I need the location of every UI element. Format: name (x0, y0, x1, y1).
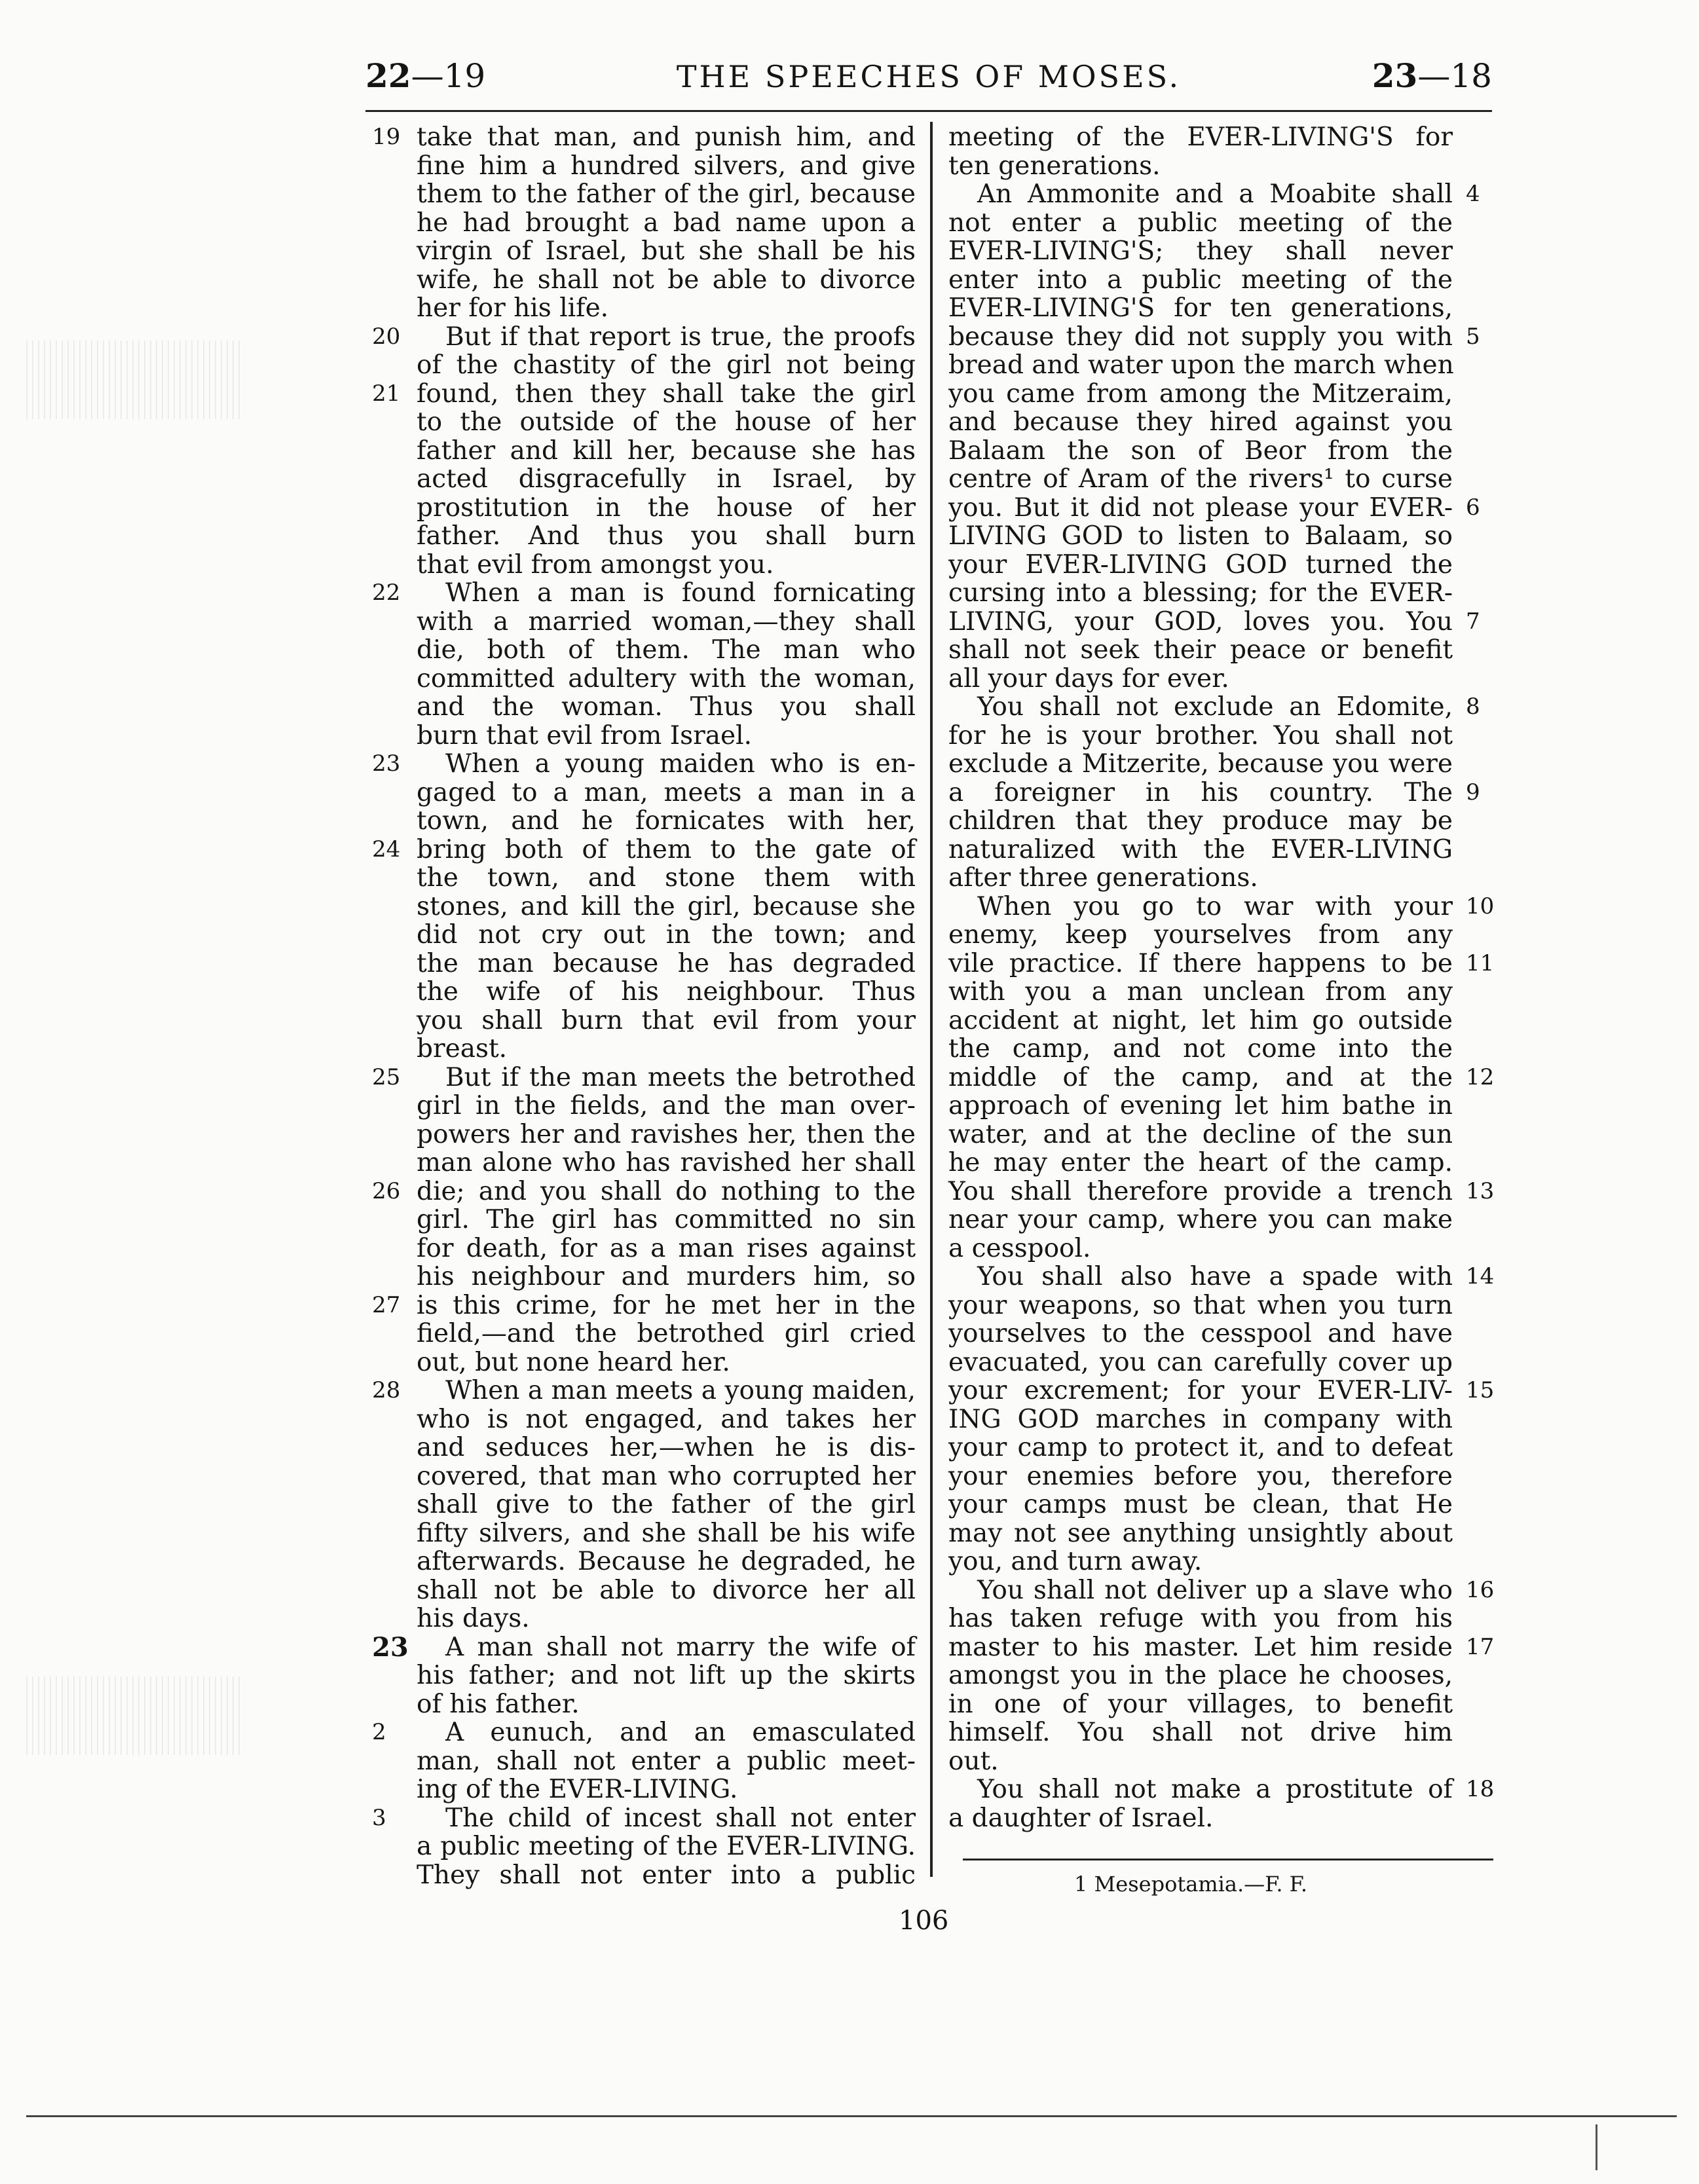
line-text: LIVING GOD to listen to Balaam, so (948, 521, 1453, 551)
line-text: bread and water upon the march when (948, 350, 1454, 380)
text-line (372, 522, 916, 551)
line-text: An Ammonite and a Moabite shall (977, 179, 1453, 209)
line-text: did not cry out in the town; and (417, 920, 916, 950)
line-text: not enter a public meeting of the (948, 208, 1453, 238)
line-text: naturalized with the EVER-LIVING (948, 834, 1453, 864)
text-line (948, 779, 1492, 807)
text-line (948, 123, 1492, 152)
text-line (948, 1775, 1495, 1804)
column-divider (930, 122, 933, 1877)
text-line (948, 948, 1495, 978)
verse-number: 4 (1466, 181, 1480, 207)
line-text: A eunuch, and an emasculated (445, 1718, 916, 1747)
line-text: yourselves to the cesspool and have (948, 1319, 1453, 1348)
line-text: acted disgracefully in Israel, by (417, 464, 916, 494)
verse-number: 5 (1466, 323, 1480, 350)
text-line (948, 1206, 1492, 1234)
text-line (372, 864, 916, 893)
text-line (948, 807, 1492, 836)
line-text: his neighbour and murders him, so (417, 1262, 916, 1291)
text-line (372, 437, 916, 466)
text-line (948, 1575, 1495, 1605)
line-text: your excrement; for your EVER-LIV- (948, 1376, 1453, 1405)
line-text: of his father. (417, 1689, 580, 1719)
running-head-right (1372, 56, 1492, 95)
line-text: exclude a Mitzerite, because you were (948, 749, 1453, 779)
text-line (372, 1177, 916, 1206)
text-line (372, 608, 916, 637)
text-line (372, 1804, 916, 1833)
running-head-left (365, 56, 485, 95)
text-line (372, 494, 916, 523)
text-line (372, 1263, 916, 1291)
line-text: father. And thus you shall burn (417, 521, 916, 551)
text-line (948, 294, 1492, 323)
verse-number: 21 (372, 380, 401, 407)
line-text: shall not be able to divorce her all (417, 1575, 916, 1605)
line-text: vile practice. If there happens to be (948, 948, 1453, 978)
text-line (948, 1747, 1492, 1776)
text-line (372, 1377, 916, 1405)
text-line (948, 608, 1492, 637)
line-text: the town, and stone them with (417, 863, 916, 893)
verse-number: 12 (1466, 1064, 1495, 1090)
text-line (372, 1490, 916, 1519)
line-text: You shall not make a prostitute of (977, 1775, 1453, 1804)
text-line (372, 1092, 916, 1120)
text-line (948, 1547, 1492, 1576)
verse-number: 6 (1466, 494, 1480, 521)
line-text: man, shall not enter a public meet- (417, 1746, 916, 1776)
line-text: But if the man meets the betrothed (445, 1062, 916, 1092)
line-text: You shall not deliver up a slave who (977, 1575, 1453, 1605)
line-text: the wife of his neighbour. Thus (417, 977, 916, 1007)
running-head-title: THE SPEECHES OF MOSES. (676, 59, 1182, 94)
left-chapter-number: 22 (365, 56, 411, 95)
text-line (948, 209, 1492, 238)
line-text: for he is your brother. You shall not (948, 720, 1453, 750)
text-line (372, 1604, 916, 1633)
running-head (365, 56, 1492, 102)
line-text: enter into a public meeting of the (948, 265, 1453, 295)
line-text: bring both of them to the gate of (417, 834, 916, 864)
line-text: water, and at the decline of the sun (948, 1119, 1453, 1149)
text-line (948, 1604, 1492, 1633)
text-line (948, 437, 1492, 466)
text-line (948, 1262, 1495, 1291)
verse-number: 15 (1466, 1377, 1495, 1403)
text-line (372, 779, 916, 807)
line-text: to the outside of the house of her (417, 407, 916, 437)
line-text: die; and you shall do nothing to the (417, 1176, 916, 1206)
verse-number: 23 (372, 750, 401, 777)
line-text: enemy, keep yourselves from any (948, 920, 1453, 950)
text-line (948, 750, 1492, 779)
text-line (948, 1661, 1492, 1690)
text-line (372, 1064, 916, 1092)
line-text: Balaam the son of Beor from the (948, 435, 1453, 466)
line-text: approach of evening let him bathe in (948, 1091, 1453, 1120)
text-line (372, 665, 916, 694)
line-text: fine him a hundred silvers, and give (417, 151, 916, 181)
line-text: your camps must be clean, that He (948, 1490, 1453, 1519)
line-text: himself. You shall not drive him (948, 1718, 1453, 1747)
verse-number: 22 (372, 580, 401, 606)
line-text: middle of the camp, and at the (948, 1062, 1453, 1092)
line-text: When a young maiden who is en- (445, 749, 916, 779)
text-line (948, 1718, 1492, 1747)
text-line (372, 750, 916, 779)
line-text: a public meeting of the EVER-LIVING. (417, 1832, 916, 1861)
text-line (372, 323, 916, 352)
line-text: who is not engaged, and takes her (417, 1404, 916, 1434)
text-line (372, 351, 916, 380)
text-line (372, 209, 916, 238)
text-line (948, 1176, 1495, 1206)
line-text: The child of incest shall not enter (445, 1803, 916, 1833)
text-line (948, 1092, 1492, 1120)
verse-number: 25 (372, 1064, 401, 1090)
footnote-rule (963, 1859, 1493, 1860)
text-line (948, 1348, 1492, 1377)
text-line (948, 1062, 1495, 1092)
line-text: You shall therefore provide a trench (948, 1176, 1453, 1206)
text-line (372, 1747, 916, 1776)
text-line (948, 1632, 1495, 1662)
text-line (372, 1519, 916, 1548)
right-verse-number: —18 (1417, 57, 1492, 95)
text-line (948, 1234, 1492, 1263)
line-text: ten generations. (948, 151, 1161, 181)
line-text: may not see anything unsightly about (948, 1518, 1453, 1548)
text-line (948, 665, 1492, 694)
text-line (372, 636, 916, 665)
line-text: die, both of them. The man who (417, 635, 916, 665)
line-text: shall give to the father of the girl (417, 1490, 916, 1519)
text-line (948, 836, 1492, 864)
line-text: you came from among the Mitzeraim, (948, 379, 1453, 409)
text-line (372, 123, 916, 152)
header-rule (365, 110, 1492, 112)
verse-number: 17 (1466, 1633, 1495, 1660)
text-line (372, 1690, 916, 1719)
line-text: the man because he has degraded (417, 948, 916, 978)
text-line (948, 180, 1492, 209)
text-line (372, 807, 916, 836)
text-line (948, 921, 1492, 950)
line-text: you shall burn that evil from your (417, 1005, 916, 1035)
line-text: afterwards. Because he degraded, he (417, 1547, 916, 1576)
line-text: and the woman. Thus you shall (417, 692, 916, 722)
text-line (948, 551, 1492, 580)
line-text: them to the father of the girl, because (417, 179, 916, 209)
line-text: covered, that man who corrupted her (417, 1461, 916, 1491)
line-text: your camp to protect it, and to defeat (948, 1433, 1453, 1462)
text-line (372, 693, 916, 722)
text-line (372, 1234, 916, 1263)
text-line (948, 1434, 1492, 1462)
line-text: because they did not supply you with (948, 322, 1453, 352)
line-text: your enemies before you, therefore (948, 1461, 1453, 1491)
text-line (372, 152, 916, 181)
verse-number: 2 (372, 1719, 386, 1745)
line-text: master to his master. Let him reside (948, 1632, 1453, 1662)
text-line (372, 1149, 916, 1177)
text-line (372, 1320, 916, 1348)
text-line (948, 323, 1492, 352)
text-line (372, 1718, 916, 1747)
line-text: a foreigner in his country. The (948, 777, 1453, 807)
text-line (372, 294, 916, 323)
line-text: with a married woman,—they shall (417, 606, 916, 637)
verse-number: 14 (1466, 1263, 1495, 1289)
scan-speckle (26, 1676, 242, 1755)
line-text: powers her and ravishes her, then the (417, 1119, 916, 1149)
text-line (372, 408, 916, 437)
line-text: children that they produce may be (948, 806, 1453, 836)
verse-number: 18 (1466, 1776, 1495, 1802)
scan-speckle (26, 341, 242, 419)
text-line (948, 237, 1492, 266)
line-text: evacuated, you can carefully cover up (948, 1347, 1453, 1377)
text-line (948, 693, 1492, 722)
text-line (948, 152, 1492, 181)
line-text: all your days for ever. (948, 663, 1229, 694)
text-line (948, 494, 1492, 523)
footnote: 1 Mesepotamia.—F. F. (1074, 1872, 1308, 1897)
text-line (372, 1775, 916, 1804)
verse-number: 28 (372, 1377, 401, 1403)
line-text: They shall not enter into a public (417, 1860, 916, 1890)
line-text: your weapons, so that when you turn (948, 1290, 1453, 1320)
line-text: EVER-LIVING'S; they shall never (948, 236, 1453, 266)
text-line (948, 1149, 1492, 1177)
verse-number: 7 (1466, 608, 1480, 635)
line-text: burn that evil from Israel. (417, 720, 753, 750)
line-text: he may enter the heart of the camp. (948, 1148, 1453, 1177)
line-text: man alone who has ravished her shall (417, 1148, 916, 1177)
right-chapter-number: 23 (1372, 56, 1418, 95)
verse-number: 16 (1466, 1576, 1495, 1603)
text-line (372, 237, 916, 266)
line-text: for death, for as a man rises against (417, 1233, 916, 1263)
line-text: breast. (417, 1034, 508, 1064)
text-line (372, 836, 916, 864)
text-line (948, 1291, 1492, 1320)
text-line (948, 1376, 1495, 1405)
text-line (372, 551, 916, 580)
text-line (372, 1832, 916, 1861)
text-line (948, 636, 1492, 665)
text-line (372, 1348, 916, 1377)
line-text: out. (948, 1746, 999, 1776)
line-text: wife, he shall not be able to divorce (417, 265, 916, 295)
line-text: and because they hired against you (948, 407, 1453, 437)
text-line (372, 1291, 916, 1320)
text-line (372, 1861, 916, 1890)
verse-number: 19 (372, 124, 401, 150)
line-text: you, and turn away. (948, 1547, 1203, 1576)
verse-number: 20 (372, 323, 401, 350)
verse-number: 26 (372, 1177, 401, 1204)
line-text: girl. The girl has committed no sin (417, 1205, 916, 1234)
line-text: But if that report is true, the proofs (445, 322, 916, 352)
text-line (372, 1007, 916, 1035)
verse-number: 13 (1466, 1177, 1495, 1204)
text-line (372, 1434, 916, 1462)
text-line (372, 893, 916, 921)
left-verse-number: —19 (411, 57, 486, 95)
line-text: his father; and not lift up the skirts (417, 1661, 916, 1690)
scan-bottom-rule (26, 2115, 1677, 2117)
line-text: When you go to war with your (977, 891, 1453, 921)
line-text: that evil from amongst you. (417, 549, 774, 580)
line-text: is this crime, for he met her in the (417, 1290, 916, 1320)
text-line (372, 978, 916, 1007)
line-text: You shall also have a spade with (977, 1262, 1453, 1291)
line-text: girl in the fields, and the man over- (417, 1091, 916, 1120)
line-text: he had brought a bad name upon a (417, 208, 916, 238)
text-line (372, 921, 916, 950)
line-text: fifty silvers, and she shall be his wife (417, 1518, 916, 1548)
line-text: your EVER-LIVING GOD turned the (948, 549, 1453, 580)
text-line (948, 1490, 1492, 1519)
text-line (948, 1804, 1492, 1833)
line-text: with you a man unclean from any (948, 977, 1453, 1007)
text-line (372, 1633, 916, 1662)
text-line (948, 1120, 1492, 1149)
line-text: you. But it did not please your EVER- (948, 492, 1453, 523)
line-text: found, then they shall take the girl (417, 379, 916, 409)
line-text: amongst you in the place he chooses, (948, 1661, 1453, 1690)
line-text: EVER-LIVING'S for ten generations, (948, 293, 1453, 323)
line-text: stones, and kill the girl, because she (417, 891, 916, 921)
line-text: A man shall not marry the wife of (445, 1632, 916, 1662)
line-text: meeting of the EVER-LIVING'S for (948, 122, 1453, 152)
line-text: take that man, and punish him, and (417, 122, 916, 152)
line-text: and seduces her,—when he is dis- (417, 1433, 916, 1462)
text-line (948, 1007, 1492, 1035)
text-line (948, 522, 1492, 551)
line-text: When a man meets a young maiden, (445, 1376, 916, 1405)
line-text: centre of Aram of the rivers¹ to curse (948, 464, 1453, 494)
chapter-number: 23 (372, 1631, 409, 1663)
text-line (372, 1206, 916, 1234)
verse-number: 24 (372, 836, 401, 862)
left-text-column (372, 123, 916, 1889)
text-line (372, 1405, 916, 1434)
line-text: field,—and the betrothed girl cried (417, 1319, 916, 1348)
verse-number: 11 (1466, 950, 1495, 976)
line-text: ING GOD marches in company with (948, 1404, 1453, 1434)
text-line (948, 722, 1492, 750)
line-text: a cesspool. (948, 1233, 1091, 1263)
line-text: of the chastity of the girl not being (417, 350, 916, 380)
text-line (948, 351, 1492, 380)
verse-number: 10 (1466, 893, 1495, 919)
line-text: the camp, and not come into the (948, 1034, 1453, 1064)
text-line (948, 978, 1492, 1007)
verse-number: 8 (1466, 694, 1480, 720)
line-text: out, but none heard her. (417, 1347, 730, 1377)
text-line (372, 465, 916, 494)
text-line (372, 1661, 916, 1690)
line-text: his days. (417, 1604, 530, 1633)
line-text: You shall not exclude an Edomite, (977, 692, 1453, 722)
text-line (372, 579, 916, 608)
text-line (372, 1547, 916, 1576)
line-text: father and kill her, because she has (417, 435, 916, 466)
text-line (372, 1576, 916, 1605)
right-text-column (948, 122, 1495, 1833)
text-line (948, 1035, 1492, 1064)
line-text: committed adultery with the woman, (417, 663, 916, 694)
text-line (948, 579, 1492, 608)
text-line (372, 380, 916, 409)
text-line (948, 891, 1495, 921)
text-line (948, 380, 1492, 409)
text-line (372, 722, 916, 750)
text-line (948, 266, 1492, 295)
text-line (372, 180, 916, 209)
line-text: her for his life. (417, 293, 609, 323)
text-line (372, 266, 916, 295)
line-text: accident at night, let him go outside (948, 1005, 1453, 1035)
line-text: near your camp, where you can make (948, 1205, 1453, 1234)
verse-number: 3 (372, 1804, 386, 1831)
text-line (372, 1120, 916, 1149)
line-text: has taken refuge with you from his (948, 1604, 1453, 1633)
line-text: LIVING, your GOD, loves you. You (948, 606, 1453, 637)
text-line (372, 950, 916, 978)
line-text: prostitution in the house of her (417, 492, 916, 523)
text-line (948, 408, 1492, 437)
line-text: shall not seek their peace or benefit (948, 635, 1453, 665)
line-text: after three generations. (948, 863, 1258, 893)
text-line (948, 1462, 1492, 1491)
text-line (948, 1519, 1492, 1548)
text-line (948, 864, 1492, 893)
line-text: town, and he fornicates with her, (417, 806, 916, 836)
text-line (948, 1690, 1492, 1719)
verse-number: 9 (1466, 779, 1480, 805)
text-line (948, 465, 1492, 494)
line-text: cursing into a blessing; for the EVER- (948, 578, 1453, 608)
line-text: virgin of Israel, but she shall be his (417, 236, 916, 266)
text-line (372, 1462, 916, 1491)
verse-number: 27 (372, 1291, 401, 1318)
text-line (372, 1035, 916, 1064)
text-line (948, 1405, 1492, 1434)
line-text: ing of the EVER-LIVING. (417, 1775, 738, 1804)
scan-edge-mark (1596, 2124, 1597, 2170)
text-line (948, 1320, 1492, 1348)
line-text: gaged to a man, meets a man in a (417, 777, 916, 807)
line-text: a daughter of Israel. (948, 1803, 1214, 1833)
line-text: When a man is found fornicating (445, 578, 916, 608)
page-number: 106 (899, 1906, 949, 1936)
line-text: in one of your villages, to benefit (948, 1689, 1453, 1719)
